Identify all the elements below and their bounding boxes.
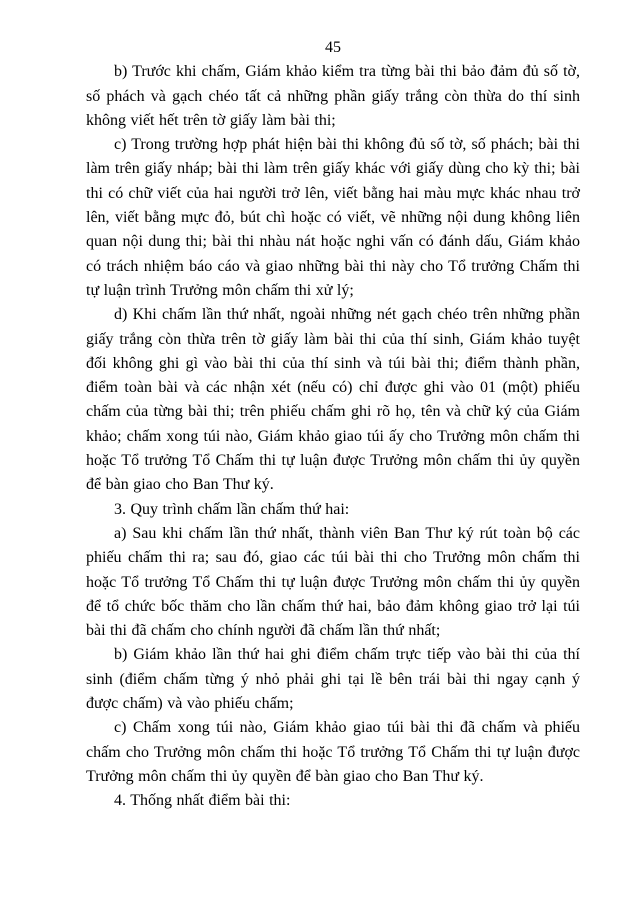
paragraph-item-3b: b) Giám khảo lần thứ hai ghi điểm chấm trực tiếp vào bài thi của thí sinh (điểm chấm từng ý nhỏ phải ghi tại lề bên trái bài thi ngay cạnh ý được chấm) và vào phiếu chấm; <box>86 646 580 713</box>
section-heading-4: 4. Thống nhất điểm bài thi: <box>114 792 291 810</box>
paragraph-item-d: d) Khi chấm lần thứ nhất, ngoài những nét gạch chéo trên những phần giấy trắng còn thừa trên tờ giấy làm bài thi của thí sinh, Giám khảo tuyệt đối không ghi gì vào bài thi của thí sinh và túi bài thi; điểm thành phần, điểm toàn bài và các nhận xét (nếu có) chỉ được ghi vào 01 (một) phiếu chấm của từng bài thi; trên phiếu chấm ghi rõ họ, tên và chữ ký của Giám khảo; chấm xong túi nào, Giám khảo giao túi ấy cho Trưởng môn chấm thi hoặc Tổ trưởng Tổ Chấm thi tự luận được Trưởng môn chấm thi ủy quyền để bàn giao cho Ban Thư ký. <box>86 306 580 494</box>
section-heading-3: 3. Quy trình chấm lần chấm thứ hai: <box>114 500 350 518</box>
page-number: 45 <box>325 39 341 56</box>
paragraph-item-3c: c) Chấm xong túi nào, Giám khảo giao túi bài thi đã chấm và phiếu chấm cho Trưởng môn chấm thi hoặc Tổ trưởng Tổ Chấm thi tự luận được Trưởng môn chấm thi ủy quyền để bàn giao cho Ban Thư ký. <box>86 719 580 785</box>
paragraph-item-3a: a) Sau khi chấm lần thứ nhất, thành viên Ban Thư ký rút toàn bộ các phiếu chấm thi ra; sau đó, giao các túi bài thi cho Trưởng môn chấm thi hoặc Tổ trưởng Tổ Chấm thi tự luận được Trưởng môn chấm thi ủy quyền để tổ chức bốc thăm cho lần chấm thứ hai, bảo đảm không giao trở lại túi bài thi đã chấm cho chính người đã chấm lần thứ nhất; <box>86 524 580 640</box>
paragraph-item-b: b) Trước khi chấm, Giám khảo kiểm tra từng bài thi bảo đảm đủ số tờ, số phách và gạch chéo tất cả những phần giấy trắng còn thừa do thí sinh không viết hết trên tờ giấy làm bài thi; <box>86 63 580 129</box>
paragraph-item-c: c) Trong trường hợp phát hiện bài thi không đủ số tờ, số phách; bài thi làm trên giấy nháp; bài thi làm trên giấy khác với giấy dùng cho kỳ thi; bài thi có chữ viết của hai người trở lên, viết bằng hai màu mực khác nhau trở lên, viết bằng mực đỏ, bút chì hoặc có viết, vẽ những nội dung không liên quan nội dung thi; bài thi nhàu nát hoặc nghi vấn có đánh dấu, Giám khảo có trách nhiệm báo cáo và giao những bài thi này cho Tổ trưởng Chấm thi tự luận trình Trưởng môn chấm thi xử lý; <box>86 136 580 299</box>
